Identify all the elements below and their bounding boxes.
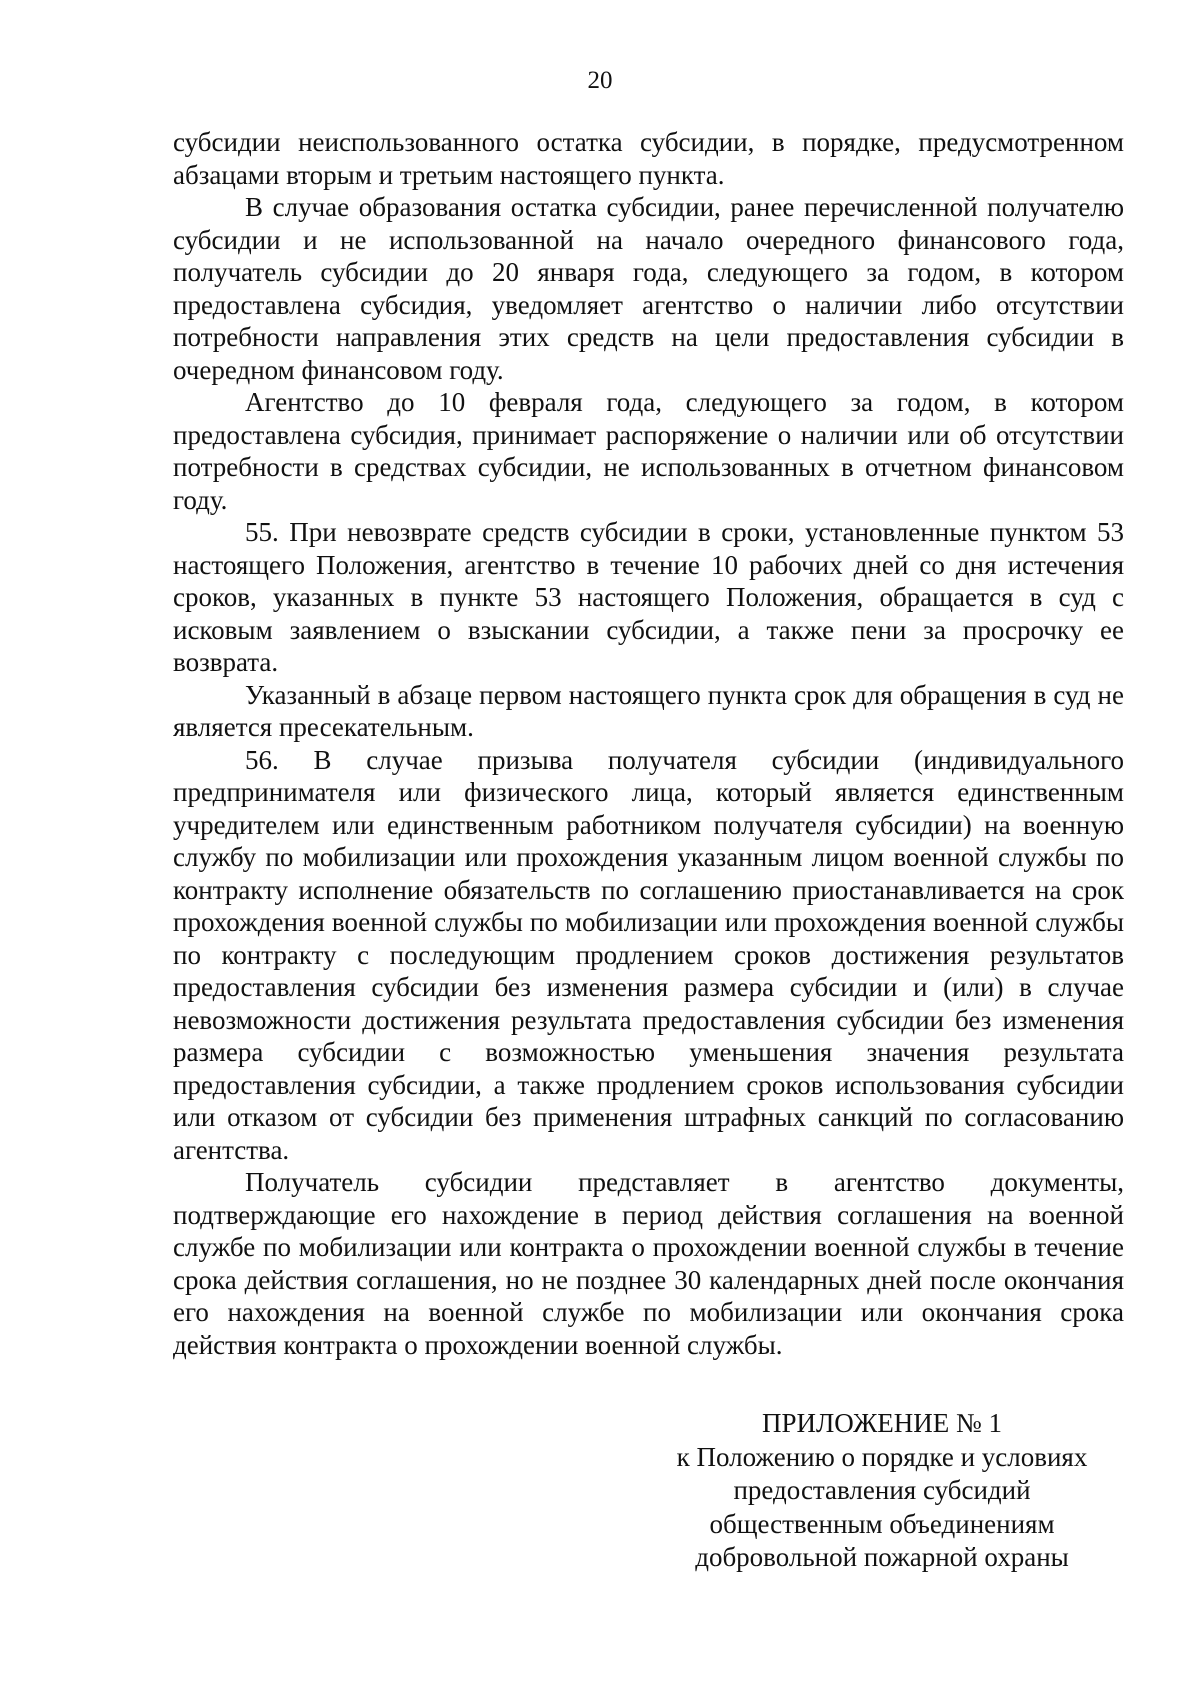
paragraph-agency-decision: Агентство до 10 февраля года, следующего за годом, в котором предоставлена субсидия, принимает распоряжение о наличии или об отсутствии потребности в средствах субсидии, не использованных в отчетном финансовом году.	[173, 387, 1124, 515]
appendix-line: к Положению о порядке и условиях	[676, 1441, 1088, 1472]
paragraph-item-55: 55. При невозврате средств субсидии в сроки, установленные пунктом 53 настоящего Положения, агентство в течение 10 рабочих дней со дня истечения сроков, указанных в пункте 53 настоящего Положения, обращается в суд с исковым заявлением о взыскании субсидии, а также пени за просрочку ее возврата.	[173, 517, 1124, 677]
paragraph-continuation: субсидии неиспользованного остатка субсидии, в порядке, предусмотренном абзацами вторым и третьим настоящего пункта.	[173, 127, 1124, 190]
appendix-line: предоставления субсидий	[733, 1475, 1031, 1505]
page-number: 20	[587, 67, 613, 94]
paragraph-appeal-term: Указанный в абзаце первом настоящего пункта срок для обращения в суд не является пресекательным.	[173, 679, 1124, 742]
appendix-block	[617, 1407, 1147, 1575]
paragraph-documents: Получатель субсидии представляет в агентство документы, подтверждающие его нахождение в период действия соглашения на военной службе по мобилизации или контракта о прохождении военной службы в течение срока действия соглашения, но не позднее 30 календарных дней после окончания его нахождения на военной службе по мобилизации или окончания срока действия контракта о прохождении военной службы.	[173, 1167, 1124, 1360]
appendix-line: добровольной пожарной охраны	[695, 1542, 1069, 1572]
document-body	[173, 126, 1124, 1361]
appendix-line: общественным объединениям	[709, 1508, 1055, 1539]
paragraph-item-56: 56. В случае призыва получателя субсидии (индивидуального предпринимателя или физического лица, который является единственным учредителем или единственным работником получателя субсидии) на военную службу по мобилизации или прохождения указанным лицом военной службы по контракту исполнение обязательств по соглашению приостанавливается на срок прохождения военной службы по мобилизации или прохождения военной службы по контракту с последующим продлением сроков достижения результатов предоставления субсидии без изменения размера субсидии и (или) в случае невозможности достижения результата предоставления субсидии без изменения размера субсидии с возможностью уменьшения значения результата предоставления субсидии, а также продлением сроков использования субсидии или отказом от субсидии без применения штрафных санкций по согласованию агентства.	[173, 744, 1124, 1165]
paragraph-remaining-balance: В случае образования остатка субсидии, ранее перечисленной получателю субсидии и не использованной на начало очередного финансового года, получатель субсидии до 20 января года, следующего за годом, в котором предоставлена субсидия, уведомляет агентство о наличии либо отсутствии потребности направления этих средств на цели предоставления субсидии в очередном финансовом году.	[173, 192, 1124, 385]
appendix-title: ПРИЛОЖЕНИЕ № 1	[761, 1408, 1003, 1438]
